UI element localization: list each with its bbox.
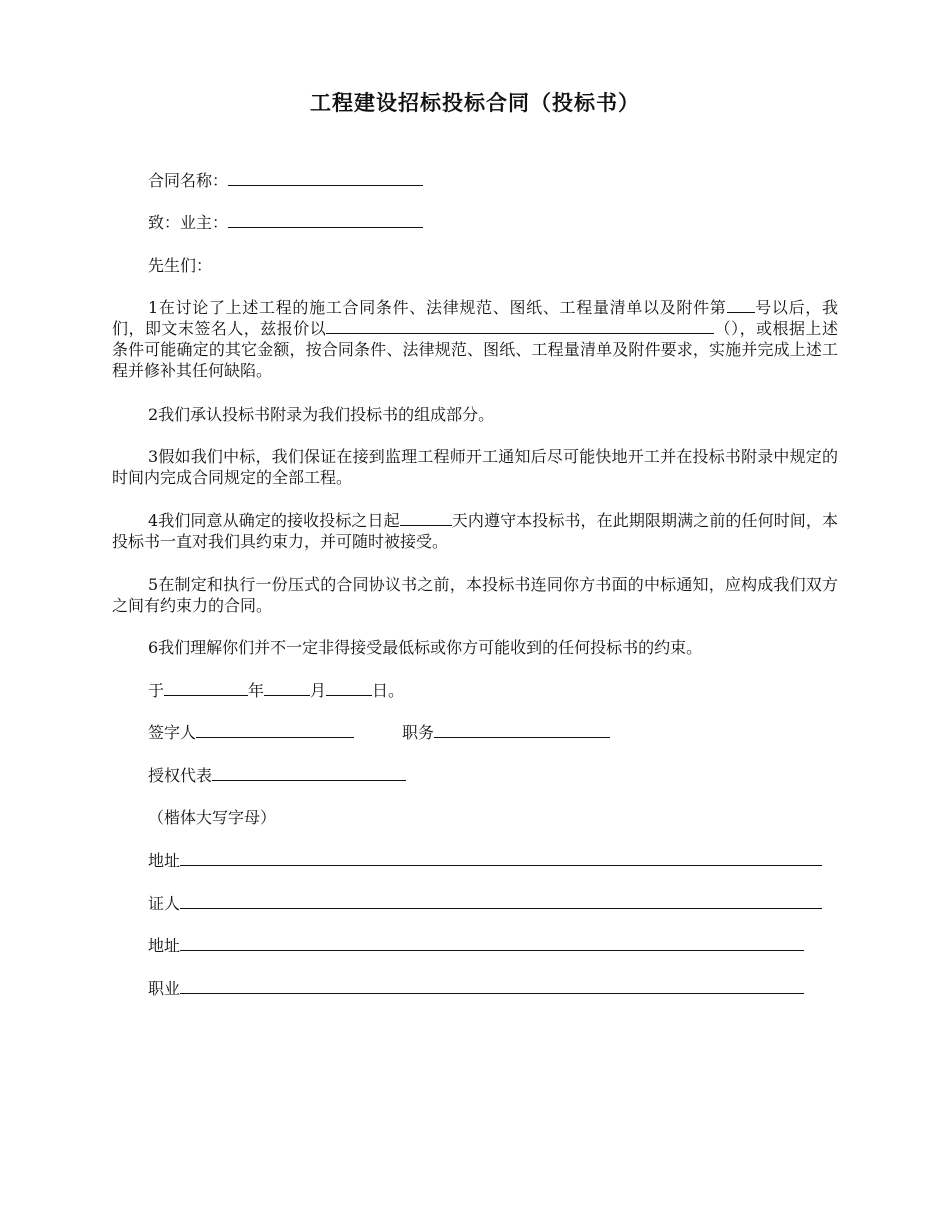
position-label: 职务 [402,723,435,742]
auth-rep-line [148,765,406,786]
year-blank[interactable] [164,680,248,696]
days-blank[interactable] [400,510,452,526]
p1-text-c: （），或根据上述条件可能确定的其它金额，按合同条件、法律规范、图纸、工程量清单及附件要求，实施并完成上述工程并修补其任何缺陷。 [112,319,838,380]
attachment-number-blank[interactable] [727,297,755,313]
witness-line [148,893,822,914]
p1-text-a: 1在讨论了上述工程的施工合同条件、法律规范、图纸、工程量清单以及附件第 [148,298,727,317]
position-blank[interactable] [434,722,610,738]
salutation: 先生们： [148,256,213,275]
price-blank[interactable] [326,318,714,334]
to-owner-label: 致：业主： [148,213,229,232]
paragraph-6: 6我们理解你们并不一定非得接受最低标或你方可能收到的任何投标书的约束。 [148,638,703,657]
occupation-label: 职业 [148,979,181,998]
document-title: 工程建设招标投标合同（投标书） [310,90,640,115]
witness-label: 证人 [148,894,181,913]
signer-blank[interactable] [196,722,354,738]
address-line-1 [148,850,822,871]
auth-rep-label: 授权代表 [148,766,213,785]
signer-line [148,722,610,743]
paragraph-5: 5在制定和执行一份压式的合同协议书之前，本投标书连同你方书面的中标通知，应构成我们双方之间有约束力的合同。 [112,575,838,615]
month-blank[interactable] [264,680,310,696]
date-month: 月 [310,681,327,700]
contract-name-blank[interactable] [228,170,423,186]
address-label-1: 地址 [148,851,181,870]
block-letters-note: （楷体大写字母） [148,808,277,827]
occupation-blank[interactable] [180,978,804,994]
day-blank[interactable] [326,680,372,696]
address-blank-1[interactable] [180,850,822,866]
p4-text-b: 天内遵守本投标书，在此期限期满之前的任何时间，本投标书一直对我们具约束力，并可随时被接受。 [112,511,838,551]
paragraph-1 [112,297,838,381]
address-blank-2[interactable] [180,935,804,951]
p1-text-b: 号以后，我们，即文末签名人，兹报价以 [112,298,838,338]
owner-blank[interactable] [228,212,423,228]
occupation-line [148,978,804,999]
date-day: 日。 [372,681,405,700]
date-year: 年 [248,681,265,700]
contract-name-label: 合同名称： [148,171,229,190]
to-owner-line [148,212,423,233]
date-line [148,680,404,701]
p4-text-a: 4我们同意从确定的接收投标之日起 [148,511,400,530]
signer-label: 签字人 [148,723,197,742]
paragraph-3: 3假如我们中标，我们保证在接到监理工程师开工通知后尽可能快地开工并在投标书附录中规定的时间内完成合同规定的全部工程。 [112,447,838,487]
contract-name-line [148,170,423,191]
paragraph-2: 2我们承认投标书附录为我们投标书的组成部分。 [148,405,495,424]
address-line-2 [148,935,804,956]
paragraph-4 [112,510,838,552]
witness-blank[interactable] [180,893,822,909]
date-yu: 于 [148,681,165,700]
auth-rep-blank[interactable] [212,765,406,781]
address-label-2: 地址 [148,936,181,955]
